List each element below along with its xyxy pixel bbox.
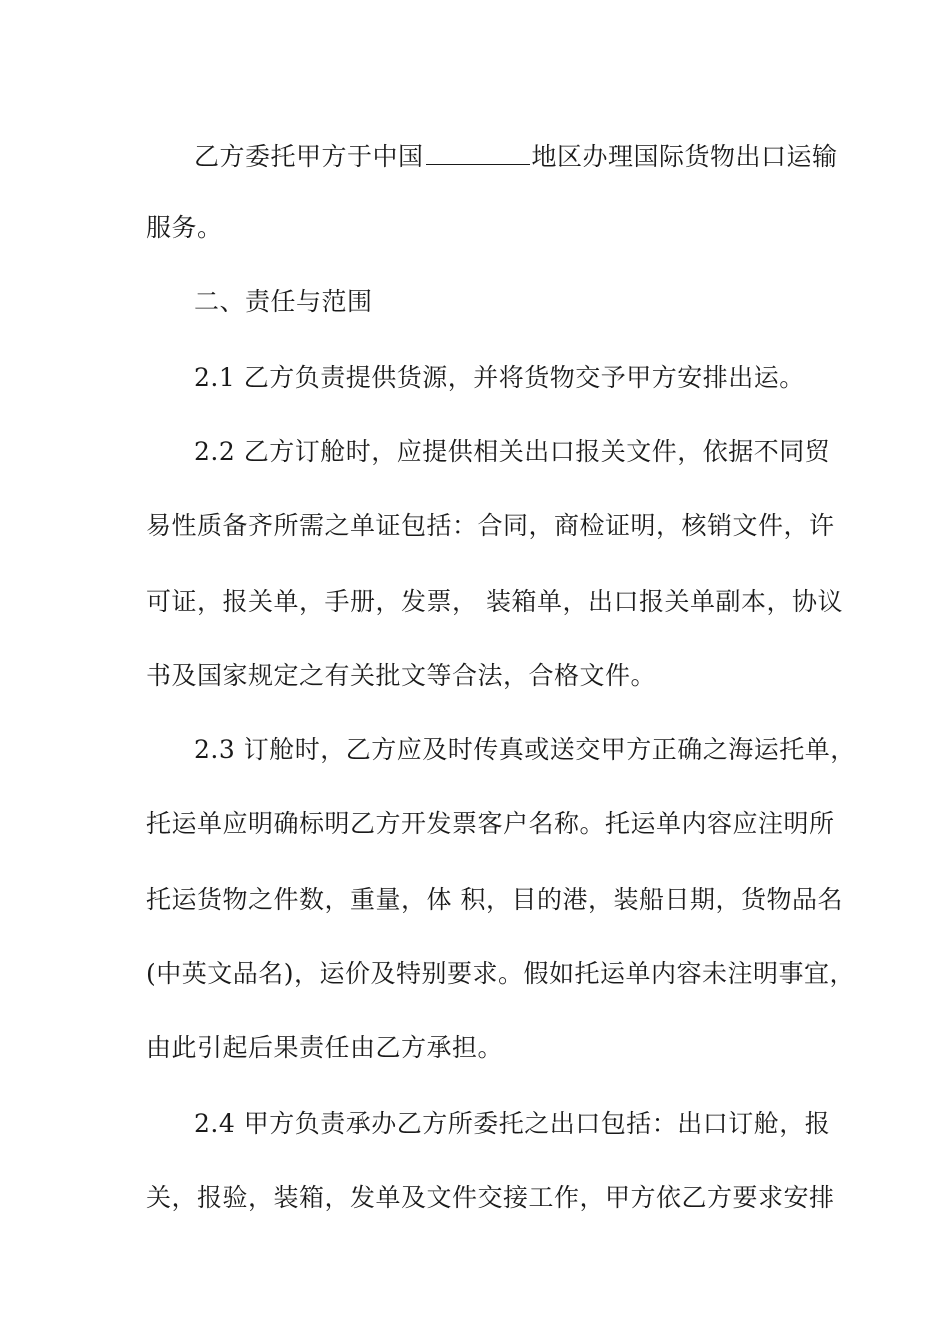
clause-2-3-line: 托运单应明确标明乙方开发票客户名称。托运单内容应注明所 [146, 809, 835, 838]
text-segment: 乙方委托甲方于中国 [194, 142, 424, 171]
clause-2-3-line: 托运货物之件数，重量，体 积，目的港，装船日期，货物品名 [146, 885, 843, 914]
paragraph-line [194, 138, 838, 173]
paragraph-line: 服务。 [146, 213, 223, 242]
clause-2-3-line: (中英文品名)，运价及特别要求。假如托运单内容未注明事宜， [146, 959, 856, 988]
clause-2-4-line: 2.4 甲方负责承办乙方所委托之出口包括：出口订舱，报 [194, 1109, 831, 1138]
clause-2-3-line: 由此引起后果责任由乙方承担。 [146, 1033, 504, 1062]
text-segment: 地区办理国际货物出口运输 [531, 142, 838, 171]
clause-2-4-line: 关，报验，装箱，发单及文件交接工作，甲方依乙方要求安排 [146, 1183, 835, 1212]
clause-2-2-line: 书及国家规定之有关批文等合法，合格文件。 [146, 661, 657, 690]
clause-2-2-line: 可证，报关单，手册，发票， 装箱单，出口报关单副本，协议 [146, 587, 843, 616]
clause-2-1: 2.1 乙方负责提供货源，并将货物交予甲方安排出运。 [194, 363, 805, 392]
fill-in-blank-region[interactable] [426, 138, 530, 165]
section-heading: 二、责任与范围 [194, 287, 373, 316]
clause-2-3-line: 2.3 订舱时，乙方应及时传真或送交甲方正确之海运托单， [194, 735, 856, 764]
clause-2-2-line: 易性质备齐所需之单证包括：合同，商检证明，核销文件，许 [146, 511, 835, 540]
clause-2-2-line: 2.2 乙方订舱时，应提供相关出口报关文件，依据不同贸 [194, 437, 831, 466]
